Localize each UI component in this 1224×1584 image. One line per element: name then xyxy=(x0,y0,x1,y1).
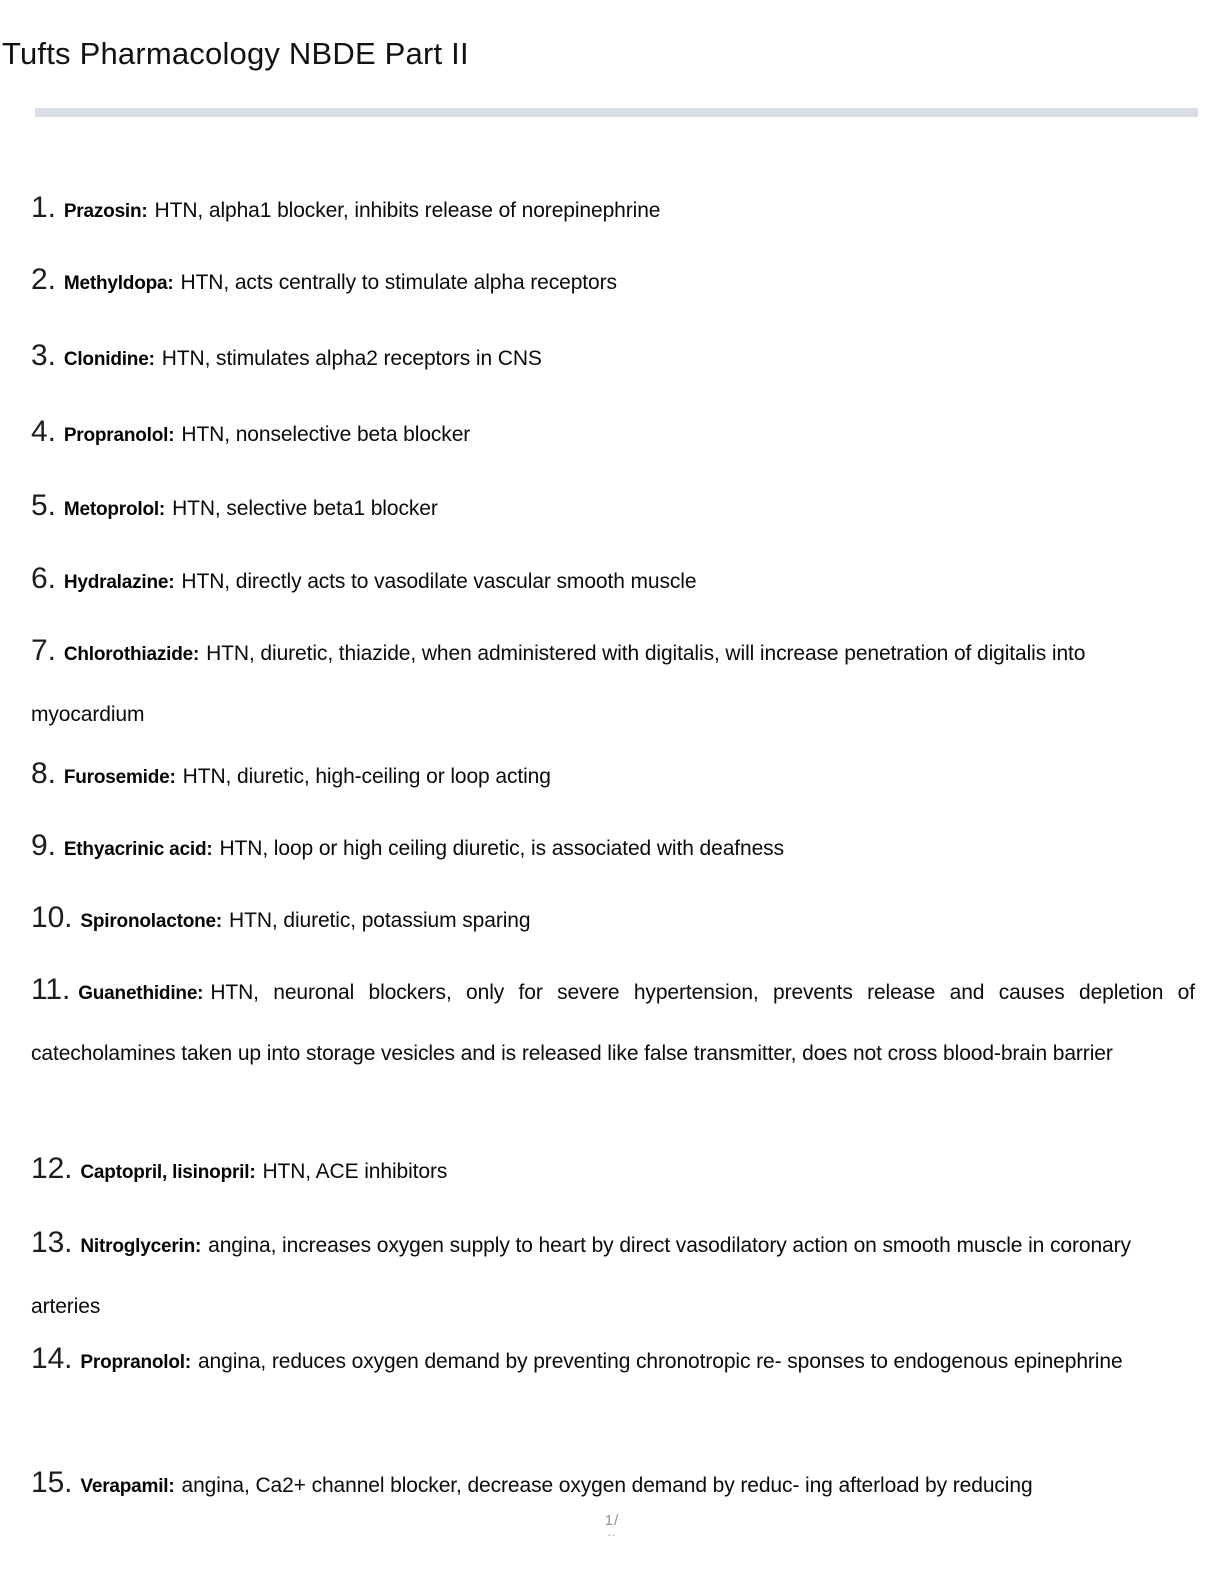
item-term: Nitroglycerin: xyxy=(80,1236,202,1257)
list-item xyxy=(31,476,1195,540)
list-item xyxy=(31,816,1195,880)
item-term: Furosemide: xyxy=(63,767,176,788)
item-description: HTN, directly acts to vasodilate vascular smooth muscle xyxy=(181,570,697,593)
item-description: HTN, neuronal blockers, only for severe hypertension, prevents release and causes depletion of catecholamines taken up into storage vesicles and is released like false transmitter, does not cross blood-brain barrier xyxy=(31,981,1195,1065)
list-item xyxy=(31,549,1195,613)
item-term: Clonidine: xyxy=(63,349,155,370)
item-number: 6. xyxy=(31,562,56,595)
item-number: 4. xyxy=(31,415,56,448)
item-number: 11. xyxy=(31,973,71,1006)
list-item xyxy=(31,960,1195,1084)
item-number: 2. xyxy=(31,263,56,296)
item-description: HTN, stimulates alpha2 receptors in CNS xyxy=(161,347,542,370)
item-term: Hydralazine: xyxy=(63,572,175,593)
item-number: 12. xyxy=(31,1152,73,1185)
item-description: HTN, loop or high ceiling diuretic, is associated with deafness xyxy=(219,837,784,860)
item-number: 9. xyxy=(31,829,56,862)
list-item xyxy=(31,402,1195,466)
item-number: 10. xyxy=(31,901,73,934)
item-number: 3. xyxy=(31,339,56,372)
list-item xyxy=(31,326,1195,390)
item-term: Methyldopa: xyxy=(63,273,174,294)
item-description: angina, reduces oxygen demand by preventing chronotropic re- sponses to endogenous epinephrine xyxy=(197,1350,1123,1373)
item-description: HTN, nonselective beta blocker xyxy=(181,423,471,446)
list-item xyxy=(31,888,1195,952)
item-description: HTN, diuretic, thiazide, when administered with digitalis, will increase penetration of digitalis into myocardium xyxy=(31,642,1086,726)
item-description: HTN, diuretic, high-ceiling or loop acting xyxy=(182,765,551,788)
item-number: 13. xyxy=(31,1226,73,1259)
item-term: Propranolol: xyxy=(80,1352,191,1373)
list-item xyxy=(31,1213,1195,1337)
item-term: Prazosin: xyxy=(63,201,148,222)
item-term: Spironolactone: xyxy=(80,911,223,932)
item-number: 15. xyxy=(31,1466,73,1499)
item-description: angina, increases oxygen supply to heart by direct vasodilatory action on smooth muscle in coronary arteries xyxy=(31,1234,1131,1318)
item-description: HTN, ACE inhibitors xyxy=(262,1160,448,1183)
item-description: HTN, diuretic, potassium sparing xyxy=(229,909,531,932)
item-number: 5. xyxy=(31,489,56,522)
item-term: Metoprolol: xyxy=(63,499,166,520)
list-item xyxy=(31,744,1195,808)
list-item xyxy=(31,178,1195,242)
item-term: Chlorothiazide: xyxy=(63,644,200,665)
page-title: Tufts Pharmacology NBDE Part II xyxy=(2,36,469,71)
list-item xyxy=(31,621,1141,745)
list-item xyxy=(31,1139,1195,1203)
item-term: Captopril, lisinopril: xyxy=(80,1162,256,1183)
page-indicator-sub: -- xyxy=(607,1530,617,1541)
title-divider xyxy=(35,108,1198,117)
item-description: HTN, alpha1 blocker, inhibits release of norepinephrine xyxy=(154,199,661,222)
item-number: 1. xyxy=(31,191,56,224)
item-term: Ethyacrinic acid: xyxy=(63,839,213,860)
list-item xyxy=(31,1453,1195,1517)
item-number: 7. xyxy=(31,634,56,667)
item-description: angina, Ca2+ channel blocker, decrease oxygen demand by reduc- ing afterload by reducing xyxy=(181,1474,1033,1497)
item-description: HTN, acts centrally to stimulate alpha receptors xyxy=(180,271,617,294)
item-term: Propranolol: xyxy=(63,425,175,446)
list-item xyxy=(31,250,1195,314)
page-indicator: 1/ xyxy=(604,1512,620,1529)
item-description: HTN, selective beta1 blocker xyxy=(172,497,438,520)
list-item xyxy=(31,1329,1195,1393)
item-term: Verapamil: xyxy=(80,1476,175,1497)
item-number: 8. xyxy=(31,757,56,790)
item-term: Guanethidine: xyxy=(78,983,204,1004)
item-number: 14. xyxy=(31,1342,73,1375)
page-footer xyxy=(0,1513,1224,1541)
